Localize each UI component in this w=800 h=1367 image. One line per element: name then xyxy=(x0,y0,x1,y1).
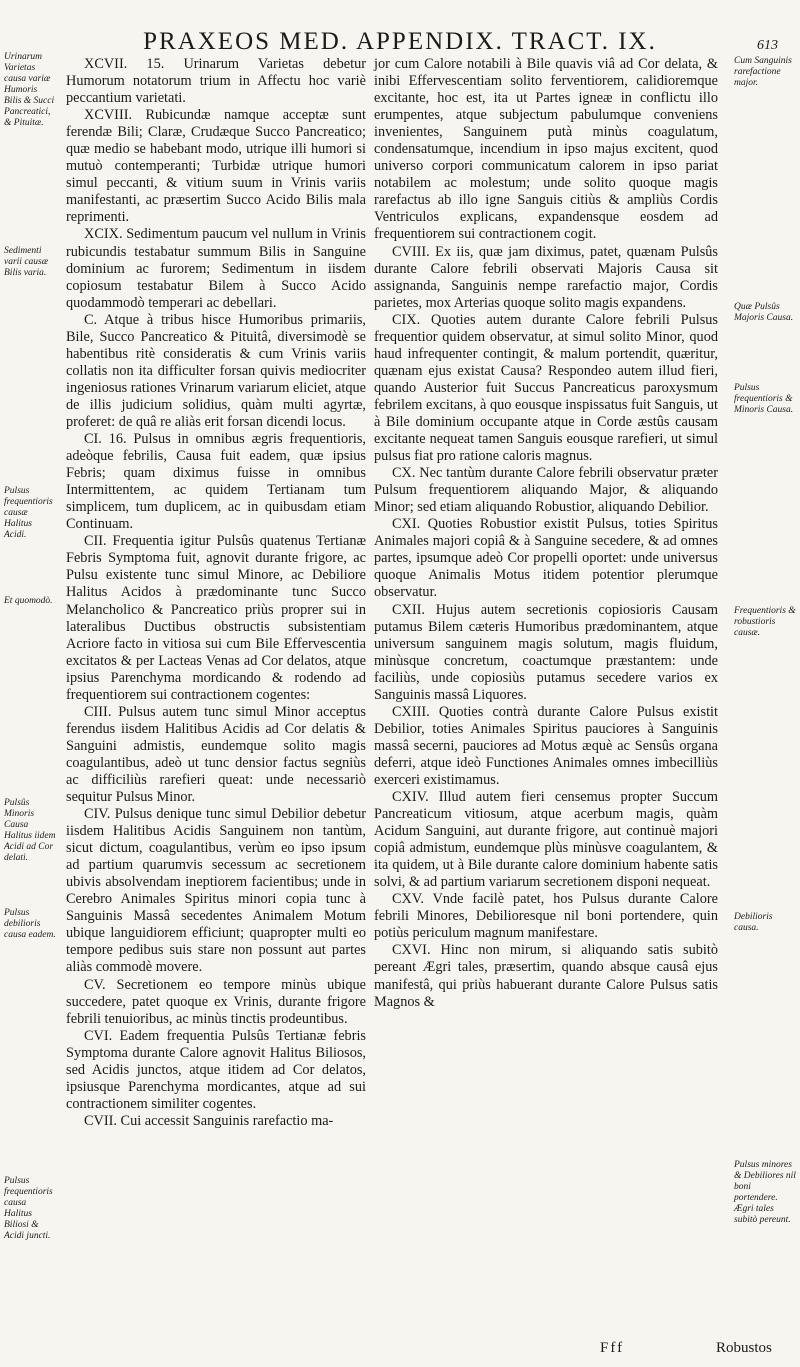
paragraph-cxiii: CXIII. Quoties contrà durante Calore Pulsus existit Debilior, toties Animales Spiritus pauciores à Sanguinis massâ secerni, pauciores ad Motus æquè ac Sensûs organa deferri, atque ideò Functiones Animales omnes imbecilliùs exerceri existimamus. xyxy=(374,703,718,788)
margin-note: Pulsus minores & Debiliores nil boni portendere. Ægri tales subitò pereunt. xyxy=(734,1160,796,1225)
margin-note: Et quomodò. xyxy=(4,596,53,606)
catchword: Robustos xyxy=(716,1340,772,1356)
paragraph-xcvii: XCVII. 15. Urinarum Varietas debetur Humorum notatorum trium in Affectu hoc variè peccantium varietati. xyxy=(66,56,366,107)
paragraph-cxi: CXI. Quoties Robustior existit Pulsus, toties Spiritus Animales majori copiâ & à Sanguine secedere, & ad omnes partes, ipsumque adeò Cor propelli oportet: unde universus quoque Animalis Motus itidem potentior plerumque observatur. xyxy=(374,516,718,601)
margin-note: Pulsus debilioris causa eadem. xyxy=(4,908,56,940)
paragraph-cx: CX. Nec tantùm durante Calore febrili observatur præter Pulsum frequentiorem aliquando Major, & aliquando Minor; sed etiam aliquando Robustior, aliquando Debilior. xyxy=(374,465,718,516)
paragraph-cxiv: CXIV. Illud autem fieri censemus propter Succum Pancreaticum vitiosum, atque acerbum magis, quàm Acidum Sanguini, aut durante frigore, aut continuè majori copiâ admistum, eundemque plùs minùsve coagulantem, & ita quidem, ut à Bile durante calore dominium habente satis solvi, & ad partium variarum secretionem disponi nequeat. xyxy=(374,789,718,891)
paragraph-cxii: CXII. Hujus autem secretionis copiosioris Causam putamus Bilem cæteris Humoribus prædominantem, atque universum sanguinem magis solutum, magis fluidum, minùsque concretum, coactumque præstantem: unde faciliùs, unde copiosiùs putamus secedere varios ex Sanguinis massâ Liquores. xyxy=(374,601,718,703)
margin-note: Urinarum Varietas causa variæ Humoris Bilis & Succi Pancreatici, & Pituitæ. xyxy=(4,52,55,128)
paragraph-cxvi: CXVI. Hinc non mirum, si aliquando satis subitò pereant Ægri tales, præsertim, quando absque causâ ejus manifestâ, qui priùs habuerant durante Calore Pulsus satis Magnos & xyxy=(374,942,718,1010)
paragraph-cxv: CXV. Vnde facilè patet, hos Pulsus durante Calore febrili Minores, Debilioresque nil boni portendere, quin potiùs periculum magnum manifestare. xyxy=(374,891,718,942)
paragraph-ci: CI. 16. Pulsus in omnibus ægris frequentioris, adeòque febrilis, Causa fuit eadem, quæ ipsius Febris; quam diximus fuisse in omnibus Intermittentem, ac quidem Tertianam tum simplicem, tum duplicem, ac in quibusdam etiam Continuam. xyxy=(66,431,366,533)
paragraph-cvi: CVI. Eadem frequentia Pulsûs Tertianæ febris Symptoma durante Calore agnovit Halitus Biliosos, sed Acidis junctos, atque itidem ad Cor delatos, ipsiusque Parenchyma mordicantes, atque ad sui contractionem similiter cogentes. xyxy=(66,1027,366,1112)
margin-note: Pulsus frequentioris causæ Halitus Acidi. xyxy=(4,486,53,540)
margin-note: Sedimenti varii causæ Bilis varia. xyxy=(4,246,49,278)
margin-note: Frequentioris & robustioris causæ. xyxy=(734,606,796,638)
margin-note: Pulsus frequentioris causa Halitus Biliosi & Acidi juncti. xyxy=(4,1176,53,1241)
margin-note: Pulsûs Minoris Causa Halitus iidem Acidi ad Cor delati. xyxy=(4,798,56,863)
paragraph-cv: CV. Secretionem eo tempore minùs ubique succedere, patet quoque ex Vrinis, durante frigore febrili tenuioribus, ac minùs tinctis prodeuntibus. xyxy=(66,976,366,1027)
page-number: 613 xyxy=(757,38,778,53)
margin-note: Debilioris causa. xyxy=(734,912,773,933)
paragraph-cix: CIX. Quoties autem durante Calore febrili Pulsus frequentior quidem observatur, at simul solito Minor, quod haud infrequenter contingit, & malum portendit, quæritur, quænam ejus existat Causa? Respondeo autem illud fieri, quando Austerior fuit Succus Pancreaticus paroxysmum febrilem excitans, à quo eousque inspissatus fuit Sanguis, ut à Bile dominium occupante atque in Corde æstûs causam excitante nequeat tamen Sanguis eousque rarefieri, ut simul pulsus fiat pro ratione caloris magnus. xyxy=(374,311,718,465)
signature-mark: Fff xyxy=(600,1340,625,1356)
left-column xyxy=(66,56,366,1130)
paragraph-ciii: CIII. Pulsus autem tunc simul Minor acceptus ferendus iisdem Halitibus Acidis ad Cor delatis & Sanguini admistis, eundemque solito magis coagulantibus, adeò ut tunc densior factus segniùs ac difficiliùs rarefieri queat: unde necessariò sequitur Pulsus Minor. xyxy=(66,703,366,806)
paragraph-cviii: CVIII. Ex iis, quæ jam diximus, patet, quænam Pulsûs durante Calore febrili observati Majoris Causa sit assignanda, Sanguinis nempe rarefactio major, Cordis parietes, mox Arterias quoque solito magis expandens. xyxy=(374,243,718,311)
right-column xyxy=(374,56,718,1011)
paragraph-xcviii: XCVIII. Rubicundæ namque acceptæ sunt ferendæ Bili; Claræ, Crudæque Succo Pancreatico; quæ medio se habebant modo, utrique illi humori si mutuò contemperanti; Turbidæ utrique humori simul peccanti, & vitium suum in Vrinis variis manifestanti, ac præsertim Succo Acido Bilis mala reprimenti. xyxy=(66,107,366,226)
paragraph-cvii: CVII. Cui accessit Sanguinis rarefactio ma- xyxy=(84,1112,334,1129)
margin-note: Cum Sanguinis rarefactione major. xyxy=(734,56,792,88)
paragraph-c: C. Atque à tribus hisce Humoribus primariis, Bile, Succo Pancreatico & Pituitâ, diversimodè se habentibus ritè consideratis & cum Vrinis variis collatis non ita difficulter forsan quivis mediocriter ingeniosus rationes Vrinarum variarum eliciet, atque de illis judicium solidius, quàm multi agyrtæ, proferet: de quâ re aliàs erit forsan dicendi locus. xyxy=(66,311,366,430)
paragraph-xcix: XCIX. Sedimentum paucum vel nullum in Vrinis rubicundis testabatur summum Bilis in Sanguine dominium ac furorem; Sedimentum in iisdem copiosum testabatur Bilem à Succo Acido quodammodò temperari ac debellari. xyxy=(66,226,366,311)
margin-note: Quæ Pulsûs Majoris Causa. xyxy=(734,302,794,323)
margin-note: Pulsus frequentioris & Minoris Causa. xyxy=(734,383,794,415)
paragraph-cii: CII. Frequentia igitur Pulsûs quatenus Tertianæ Febris Symptoma fuit, agnovit durante frigore, ac Pulsu existente tunc simul Minore, ac Debiliore Halitus Acidos à prædominante tunc Succo Melancholico & Pancreatico priùs proprer sui in lateralibus Ductibus obstructis subsistentiam Acriore facto in vitiosa sui cum Bile Effervescentia excitatos & per Lacteas Venas ad Cor delatos, atque ipsius Parenchyma mordicando & rodendo ad frequentiorem sui contractionem cogentes: xyxy=(66,533,366,703)
paragraph-cvii-continued: jor cum Calore notabili à Bile quavis viâ ad Cor delata, & inibi Effervescentiam solito ferventiorem, calidioremque excitante, hoc est, ita ut Partes igneæ in conflictu illo erumpentes, atque subjectum pabulumque conveniens invenientes, Sanguinem putà minùs coagulatum, condensatumque, incendium in ipso majus excitent, quod universo corpori communicatum calorem in ipso pariat notabilem ac molestum; unde solito quoque magis rarefactus ab illo igne Sanguis citiùs & ampliùs Cordis Ventriculos explicans, expandensque eosdem ad frequentiorem sui contractionem cogit. xyxy=(374,56,718,243)
paragraph-civ: CIV. Pulsus denique tunc simul Debilior debetur iisdem Halitibus Acidis Sanguinem non tantùm, sicut dictum, coagulantibus, verùm eo ipso ipsum ad partium quarumvis secessum ac secretionem ubivis absolvendam ineptiorem facientibus; unde in Cerebro Animales Spiritus minori copia tunc à Sanguinis Massâ secedentes Animalem Motum ubique languidiorem efficiunt; quapropter multi eo tempore pedibus suis stare non possunt aut partes aliàs commodè movere. xyxy=(66,806,366,976)
running-head: PRAXEOS MED. APPENDIX. TRACT. IX. xyxy=(143,28,657,55)
